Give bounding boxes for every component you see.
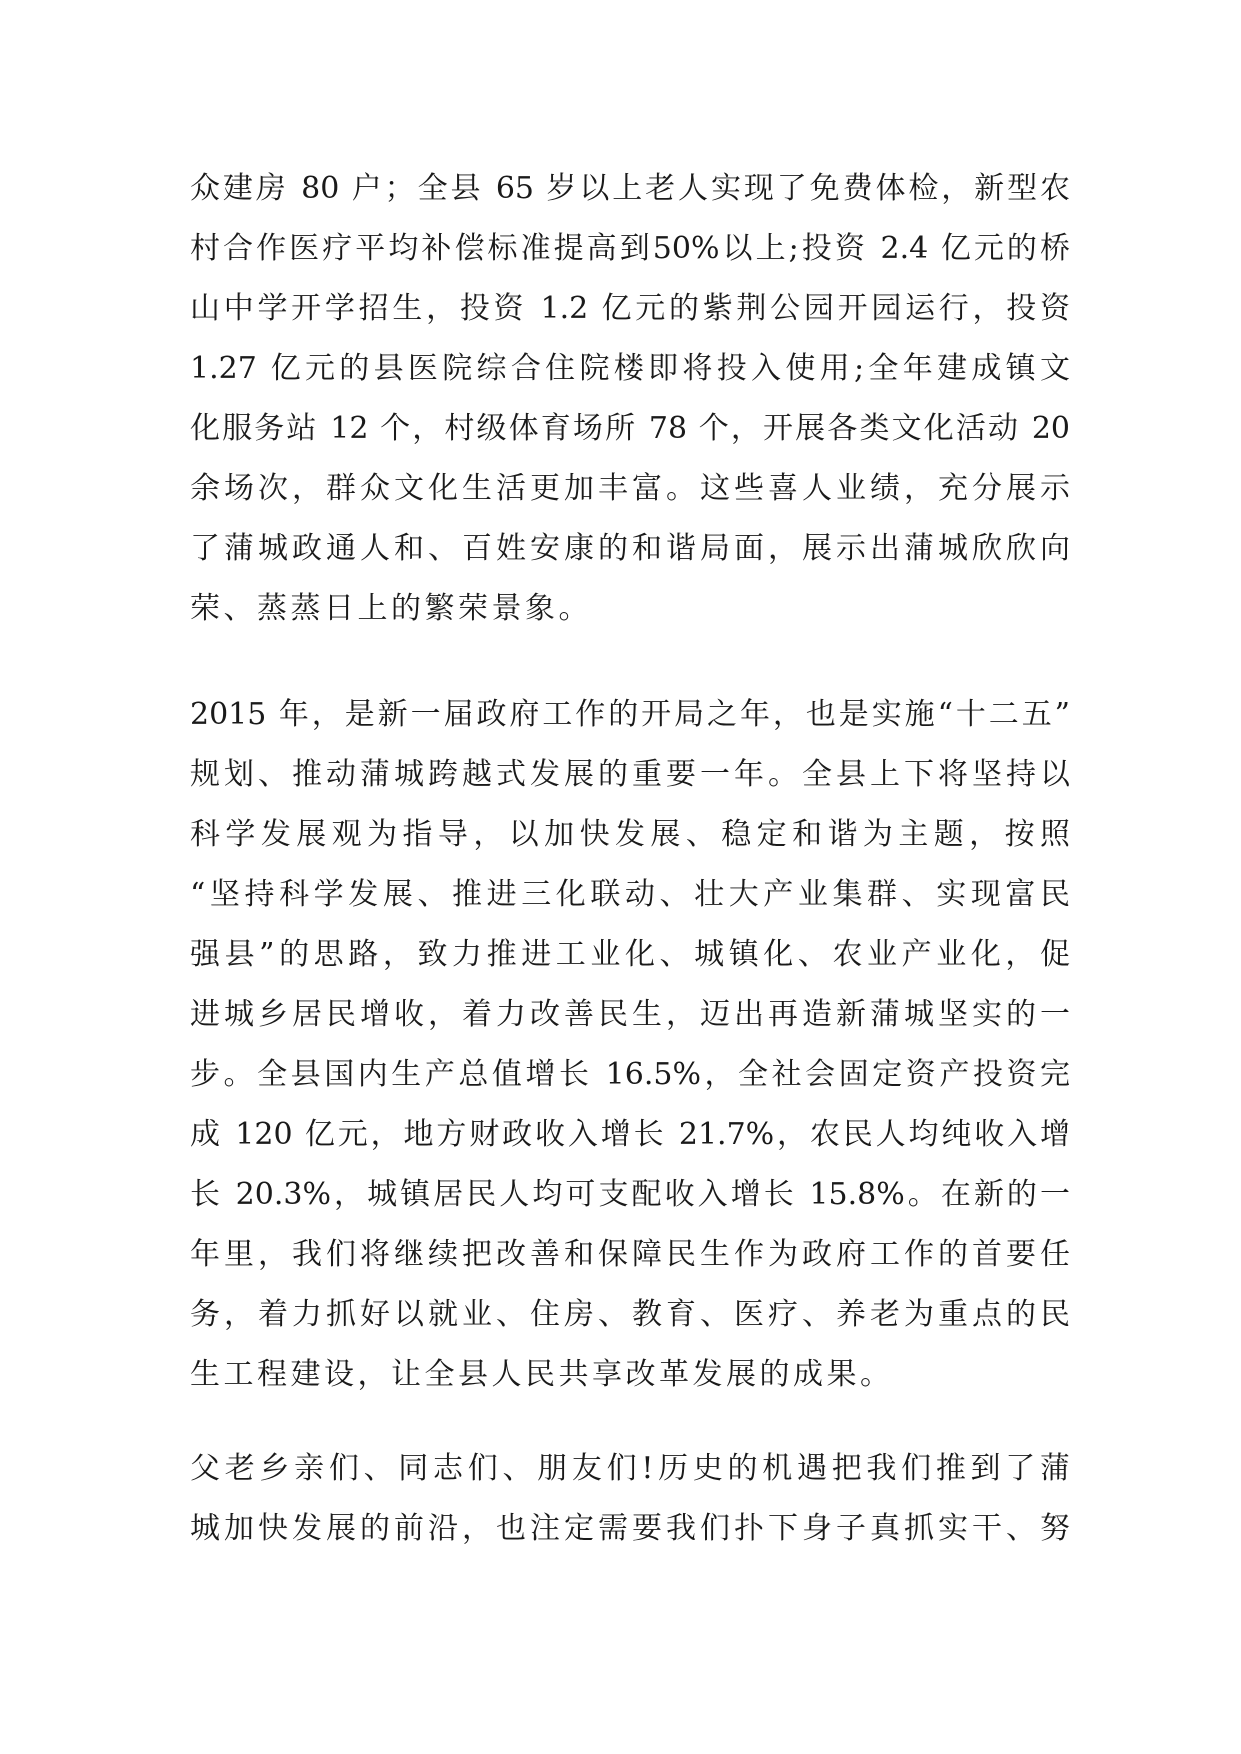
paragraph-3-line-1: 父老乡亲们、同志们、朋友们!历史的机遇把我们推到了蒲 (190, 1451, 1070, 1486)
paragraph-2-line-12: 生工程建设，让全县人民共享改革发展的成果。 (190, 1357, 894, 1392)
paragraph-2-line-9: 长 20.3%，城镇居民人均可支配收入增长 15.8%。在新的一 (190, 1177, 1070, 1212)
paragraph-1-line-3: 山中学开学招生，投资 1.2 亿元的紫荆公园开园运行，投资 (190, 291, 1070, 326)
paragraph-2-line-3: 科学发展观为指导，以加快发展、稳定和谐为主题，按照 (190, 817, 1070, 852)
paragraph-2-line-7: 步。全县国内生产总值增长 16.5%，全社会固定资产投资完 (190, 1057, 1070, 1092)
paragraph-1-line-2: 村合作医疗平均补偿标准提高到50%以上;投资 2.4 亿元的桥 (190, 231, 1070, 266)
paragraph-2-line-10: 年里，我们将继续把改善和保障民生作为政府工作的首要任 (190, 1237, 1070, 1272)
paragraph-2-line-4: “坚持科学发展、推进三化联动、壮大产业集群、实现富民 (190, 877, 1070, 912)
paragraph-2-line-5: 强县”的思路，致力推进工业化、城镇化、农业产业化，促 (190, 937, 1070, 972)
paragraph-1 (190, 159, 1070, 639)
paragraph-2-line-1: 2015 年，是新一届政府工作的开局之年，也是实施“十二五” (190, 697, 1070, 732)
paragraph-1-line-5: 化服务站 12 个，村级体育场所 78 个，开展各类文化活动 20 (190, 411, 1070, 446)
paragraph-2-line-2: 规划、推动蒲城跨越式发展的重要一年。全县上下将坚持以 (190, 757, 1070, 792)
paragraph-1-line-4: 1.27 亿元的县医院综合住院楼即将投入使用;全年建成镇文 (190, 351, 1070, 386)
paragraph-1-line-1: 众建房 80 户；全县 65 岁以上老人实现了免费体检，新型农 (190, 171, 1070, 206)
paragraph-1-line-8: 荣、蒸蒸日上的繁荣景象。 (190, 591, 592, 626)
paragraph-3 (190, 1439, 1070, 1559)
paragraph-3-line-2: 城加快发展的前沿，也注定需要我们扑下身子真抓实干、努 (190, 1511, 1070, 1546)
paragraph-2-line-11: 务，着力抓好以就业、住房、教育、医疗、养老为重点的民 (190, 1297, 1070, 1332)
paragraph-1-line-6: 余场次，群众文化生活更加丰富。这些喜人业绩，充分展示 (190, 471, 1070, 506)
paragraph-2-line-8: 成 120 亿元，地方财政收入增长 21.7%，农民人均纯收入增 (190, 1117, 1070, 1152)
paragraph-2-line-6: 进城乡居民增收，着力改善民生，迈出再造新蒲城坚实的一 (190, 997, 1070, 1032)
paragraph-1-line-7: 了蒲城政通人和、百姓安康的和谐局面，展示出蒲城欣欣向 (190, 531, 1070, 566)
paragraph-2 (190, 685, 1070, 1405)
